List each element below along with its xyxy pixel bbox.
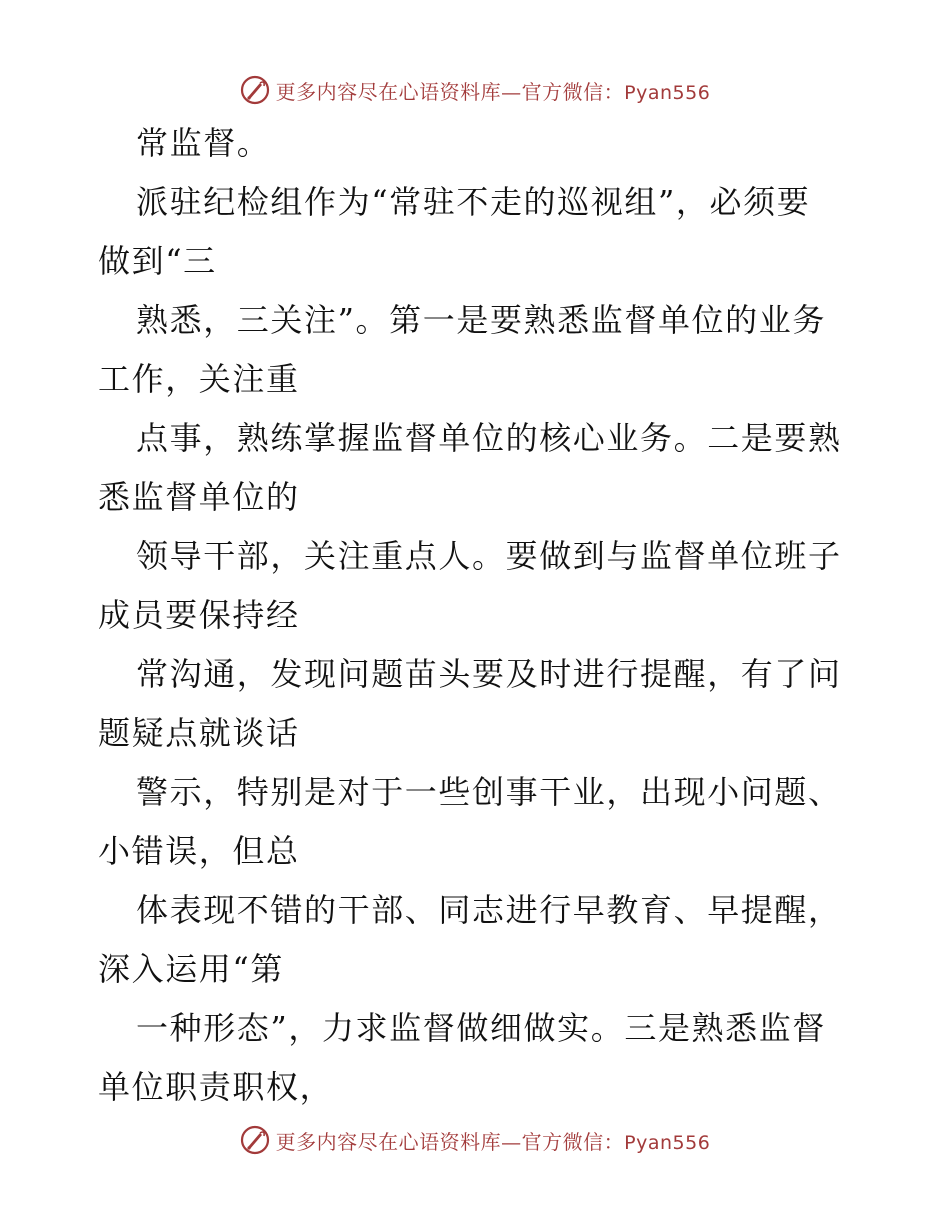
- quill-pen-logo-icon: [240, 75, 270, 105]
- header-wechat-id: Pyan556: [624, 81, 711, 104]
- paragraph-line: 深入运用“第: [98, 950, 284, 988]
- header-watermark-banner: [0, 70, 950, 110]
- footer-watermark-text: [276, 1126, 711, 1155]
- paragraph-line: 一种形态”，力求监督做细做实。三是熟悉监督: [136, 1009, 826, 1047]
- paragraph-line: 悉监督单位的: [98, 478, 300, 516]
- footer-watermark-label: 更多内容尽在心语资料库—官方微信：: [275, 1129, 625, 1154]
- paragraph-line: 小错误，但总: [98, 832, 300, 870]
- paragraph-line: 工作，关注重: [98, 360, 300, 398]
- quill-pen-logo-icon: [240, 1125, 270, 1155]
- paragraph-line: 常沟通，发现问题苗头要及时进行提醒，有了问: [136, 655, 842, 693]
- paragraph-line: 熟悉，三关注”。第一是要熟悉监督单位的业务: [136, 301, 826, 339]
- footer-watermark-banner: [0, 1120, 950, 1160]
- header-watermark-label: 更多内容尽在心语资料库—官方微信：: [275, 79, 625, 104]
- paragraph-line: 单位职责职权，: [98, 1068, 334, 1106]
- paragraph-line: 成员要保持经: [98, 596, 300, 634]
- paragraph-line: 常监督。: [136, 124, 271, 162]
- footer-wechat-id: Pyan556: [624, 1131, 711, 1154]
- paragraph-line: 体表现不错的干部、同志进行早教育、早提醒，: [136, 891, 842, 929]
- header-watermark-text: [276, 76, 711, 105]
- paragraph-line: 派驻纪检组作为“常驻不走的巡视组”，必须要: [136, 183, 811, 221]
- paragraph-line: 题疑点就谈话: [98, 714, 300, 752]
- paragraph-line: 警示，特别是对于一些创事干业，出现小问题、: [136, 773, 842, 811]
- paragraph-line: 领导干部，关注重点人。要做到与监督单位班子: [136, 537, 842, 575]
- paragraph-line: 做到“三: [98, 242, 217, 280]
- paragraph-line: 点事，熟练掌握监督单位的核心业务。二是要熟: [136, 419, 842, 457]
